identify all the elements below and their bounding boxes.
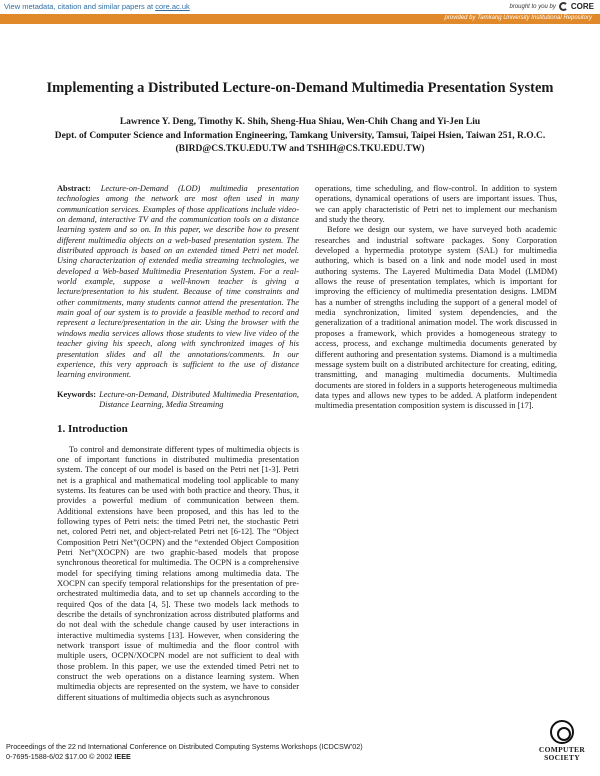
core-brand[interactable] — [510, 2, 595, 11]
brought-by-text: brought to you by — [509, 3, 556, 10]
core-provider-strip — [0, 14, 600, 24]
core-metadata-prefix: View metadata, citation and similar papers at — [4, 2, 156, 11]
section-heading-introduction: 1. Introduction — [57, 423, 128, 436]
core-logo-icon — [559, 2, 568, 11]
computer-society-line2: SOCIETY — [544, 753, 580, 762]
core-metadata-text — [4, 2, 190, 11]
left-column — [57, 184, 299, 703]
core-logo-text: CORE — [570, 2, 594, 11]
core-banner — [0, 0, 600, 26]
author-block — [40, 116, 560, 157]
footer-isbn: 0-7695-1588-6/02 $17.00 © 2002 — [6, 752, 115, 761]
author-names: Lawrence Y. Deng, Timothy K. Shih, Sheng-Hua Shiau, Wen-Chih Chang and Yi-Jen Liu — [119, 117, 481, 127]
abstract-text: Lecture-on-Demand (LOD) multimedia presentation technologies among the network are most often used in many communication services. Examples of those applications include video-on demand, interactive TV and the communication tools on a distance learning system and so on. In this paper, we describe how to present different multimedia objects on a web-based presentation system. The distributed approach is based on an extended timed Petri net model. Using characterization of extended media streaming technologies, we developed a Web-based Multimedia Presentation System. For a real-world example, suppose a well-known teacher is giving a lecture/presentation to his student. Because of time constraints and other commitments, many students cannot attend the presentation. The main goal of our system is to provide a feasible method to record and represent a lecture/presentation in the air. Using the browser with the windows media services allows those students to view live video of the teacher giving his speech, along with synchronized images of his presentation slides and all the annotations/comments. In our experience, this very approach is sufficient to the use of distance learning environment. — [57, 184, 299, 380]
core-provider-text[interactable]: provided by Tamkang University Institutional Repository — [444, 15, 592, 21]
abstract-label: Abstract: — [57, 184, 91, 193]
keywords-text: Lecture-on-Demand, Distributed Multimedia Presentation, Distance Learning, Media Streaming — [99, 389, 299, 409]
computer-society-line1: COMPUTER — [538, 745, 586, 754]
abstract — [57, 184, 299, 381]
computer-society-icon — [550, 720, 574, 744]
right-column — [315, 184, 557, 412]
intro-paragraph-2: Before we design our system, we have surveyed both academic researches and industrial software packages. Sony Corporation developed a hypermedia prototype system (SAL) for multimedia authoring, which is based on a link and node model used in most authoring systems. The Layered Multimedia Data Model (LMDM) allows the reuse of presentation templates, which is important for improving the efficiency of multimedia presentation designs. LMDM has a number of strengths including the support of a general model of media synchronization, limited system dependencies, and the generalization of a traditional animation model. The work discussed in proposes a framework, which provides a homogeneous strategy to access, process, and exchange multimedia documents generated by different authoring and presentation systems. Diamond is a multimedia message system built on a distributed architecture for creating, editing, transmitting, and managing multimedia documents. Multimedia documents are stored in folders in a supports heterogeneous multimedia data types and allows new types to be added. A platform independent multimedia presentation composition system is discussed in [17]. — [315, 225, 557, 411]
page-footer — [6, 742, 363, 762]
core-banner-top — [0, 0, 600, 14]
paper-title: Implementing a Distributed Lecture-on-Demand Multimedia Presentation System — [46, 80, 554, 96]
intro-paragraph-1: To control and demonstrate different types of multimedia objects is one of important functions in distributed multimedia presentation system. The concept of our model is based on the Petri net [1-3]. Petri net is a graphical and mathematical modeling tool applicable to many systems. Its features can be used with both practice and theory. Thus, it provides a powerful medium of communication between them. Additional extensions have been proposed, and this has led to the following types of Petri nets: the timed Petri net, the stochastic Petri net, colored Petri net, and object-related Petri net [6-12]. The “Object Composition Petri Net”(OCPN) and the “extended Object Composition Petri Net”(XOCPN) are two graphic-based models that propose synchronous theoretical for multimedia. The OCPN is a comprehensive model for specifying timing relations among multimedia data. The XOCPN can specify temporal relationships for the presentation of pre-orchestrated multimedia data, and to set up channels according to the required Qos of the data [4, 5]. These two models lack methods to describe the details of synchronization across distributed platforms and do not deal with the schedule change caused by user interactions in interactive multimedia systems [13]. However, when considering the network transport issue of multimedia and the floor control with multiple users, OCPN/XOCPN model are not sufficient to deal with those problem. In this paper, we use the extended timed Petri net to construct the web operations on a distance learning system. When multimedia objects are represented on the system, we have to consider different situations of multimedia objects such as asynchronous — [57, 444, 299, 702]
footer-proceedings: Proceedings of the 22 nd International Conference on Distributed Computing Systems Workshops (ICDCSW’02) — [6, 742, 363, 751]
keywords — [57, 390, 299, 411]
computer-society-logo — [530, 720, 594, 762]
intro-paragraph-1-continued: operations, time scheduling, and flow-control. In addition to system operations, dynamical operations of users are important issues. Thus, we can apply characteristic of Petri net to implement our mechanism and study the theory. — [315, 184, 557, 225]
author-affiliation: Dept. of Computer Science and Information Engineering, Tamkang University, Tamsui, Taipei Hsien, Taiwan 251, R.O.C. (BIRD@CS.TKU.EDU.TW and TSHIH@CS.TKU.EDU.TW) — [54, 130, 546, 154]
keywords-label: Keywords: — [57, 389, 97, 399]
footer-copyright — [6, 752, 363, 762]
footer-ieee: IEEE — [114, 752, 131, 761]
core-link[interactable]: core.ac.uk — [155, 2, 190, 11]
